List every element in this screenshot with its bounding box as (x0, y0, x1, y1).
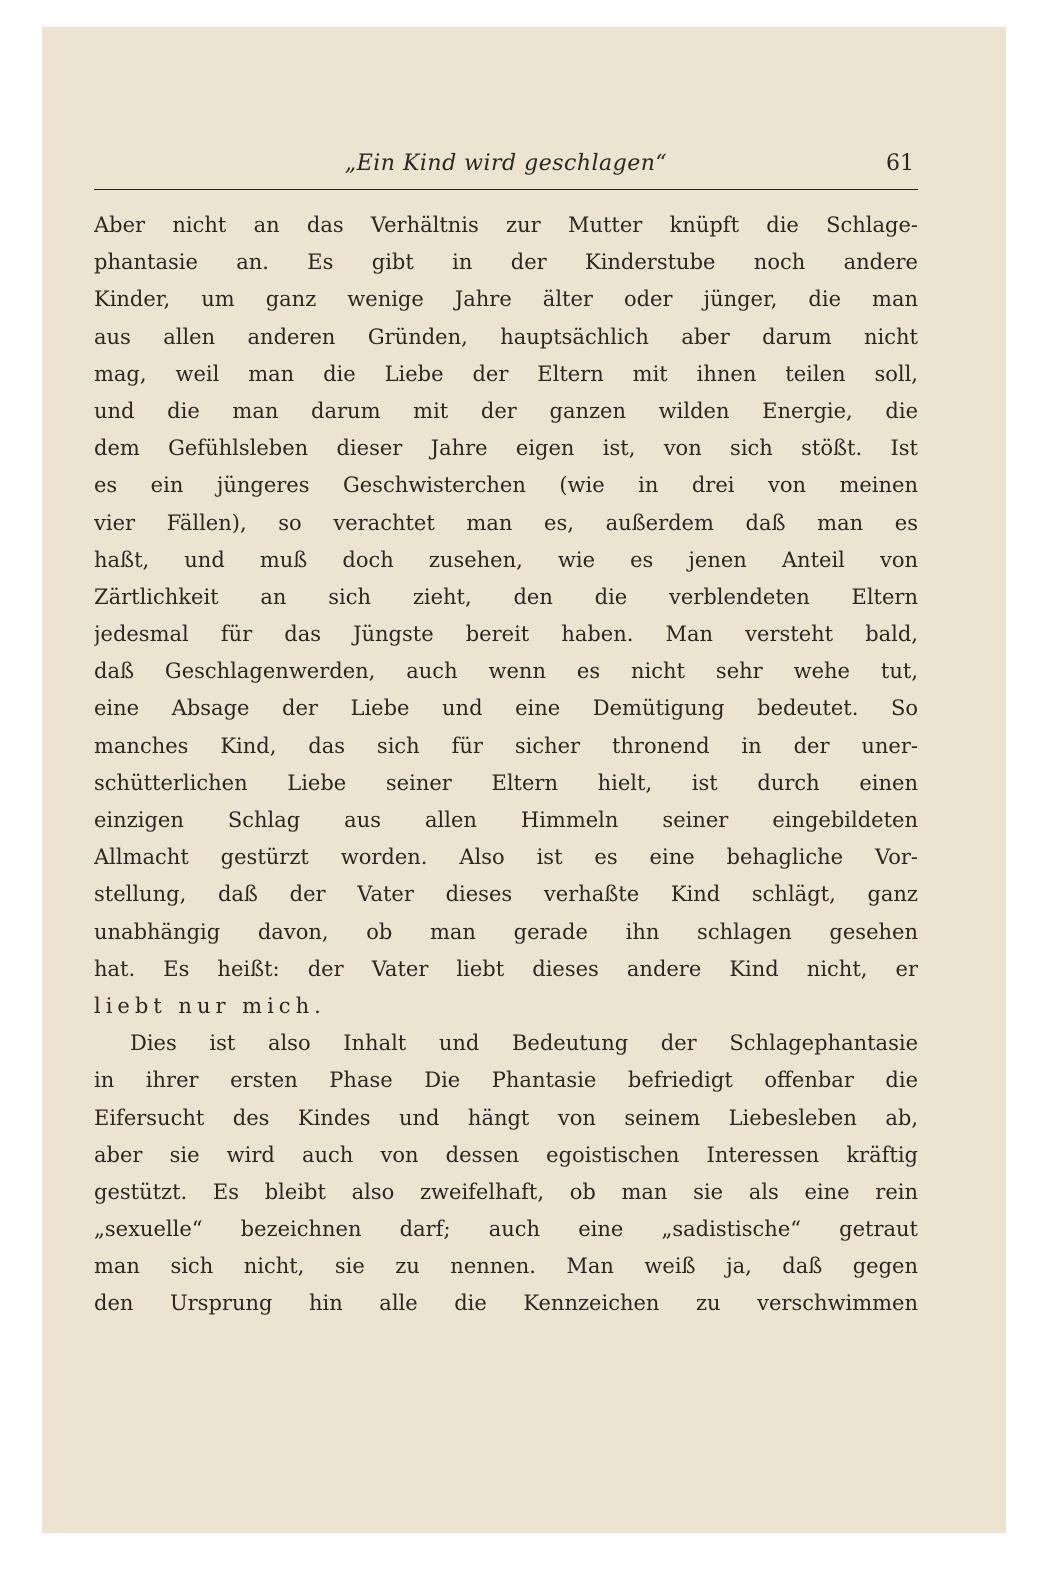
text-line: den Ursprung hin alle die Kennzeichen zu verschwimmen (94, 1291, 918, 1316)
text-line: dem Gefühlsleben dieser Jahre eigen ist, von sich stößt. Ist (94, 436, 918, 461)
text-line: einzigen Schlag aus allen Himmeln seiner eingebildeten (94, 808, 918, 832)
text-line: unabhängig davon, ob man gerade ihn schlagen gesehen (94, 919, 918, 944)
text-line: hat. Es heißt: der Vater liebt dieses andere Kind nicht, er (94, 956, 918, 981)
text-line: vier Fällen), so verachtet man es, außerdem daß man es (94, 510, 918, 535)
text-line: man sich nicht, sie zu nennen. Man weiß ja, daß gegen (94, 1254, 918, 1279)
text-line-paragraph-start: Dies ist also Inhalt und Bedeutung der Schlagephantasie (130, 1031, 918, 1056)
text-line-emphasized: liebt nur mich. (94, 993, 326, 1018)
text-line: es ein jüngeres Geschwisterchen (wie in drei von meinen (94, 473, 918, 498)
text-line: Eifersucht des Kindes und hängt von seinem Liebesleben ab, (94, 1105, 918, 1130)
text-line: phantasie an. Es gibt in der Kinderstube noch andere (94, 250, 918, 275)
page-header (94, 145, 918, 190)
text-line: Kinder, um ganz wenige Jahre älter oder jünger, die man (94, 287, 918, 312)
text-line: jedesmal für das Jüngste bereit haben. Man versteht bald, (94, 622, 918, 647)
text-line: haßt, und muß doch zusehen, wie es jenen Anteil von (94, 547, 918, 572)
text-line: Aber nicht an das Verhältnis zur Mutter knüpft die Schlage- (94, 213, 918, 237)
running-head: „Ein Kind wird geschlagen“ (344, 151, 668, 176)
text-line: und die man darum mit der ganzen wilden Energie, die (94, 398, 918, 423)
text-line: aus allen anderen Gründen, hauptsächlich aber darum nicht (94, 324, 918, 349)
text-line: gestützt. Es bleibt also zweifelhaft, ob man sie als eine rein (94, 1179, 918, 1204)
text-line: eine Absage der Liebe und eine Demütigung bedeutet. So (94, 696, 918, 721)
text-line: stellung, daß der Vater dieses verhaßte Kind schlägt, ganz (94, 882, 918, 907)
text-line: schütterlichen Liebe seiner Eltern hielt, ist durch einen (94, 770, 918, 795)
page-number: 61 (886, 151, 914, 176)
text-line: daß Geschlagenwerden, auch wenn es nicht sehr wehe tut, (94, 659, 918, 684)
text-line: in ihrer ersten Phase Die Phantasie befriedigt offenbar die (94, 1068, 918, 1093)
text-line: mag, weil man die Liebe der Eltern mit ihnen teilen soll, (94, 361, 918, 386)
text-line: Zärtlichkeit an sich zieht, den die verblendeten Eltern (94, 584, 918, 609)
text-line: Allmacht gestürzt worden. Also ist es eine behagliche Vor- (94, 845, 918, 870)
text-line: aber sie wird auch von dessen egoistischen Interessen kräftig (94, 1142, 918, 1167)
text-line: „sexuelle“ bezeichnen darf; auch eine „sadistische“ getraut (94, 1217, 918, 1242)
body-text (94, 207, 918, 1323)
text-line: manches Kind, das sich für sicher thronend in der uner- (94, 733, 918, 758)
book-page (42, 27, 1006, 1533)
